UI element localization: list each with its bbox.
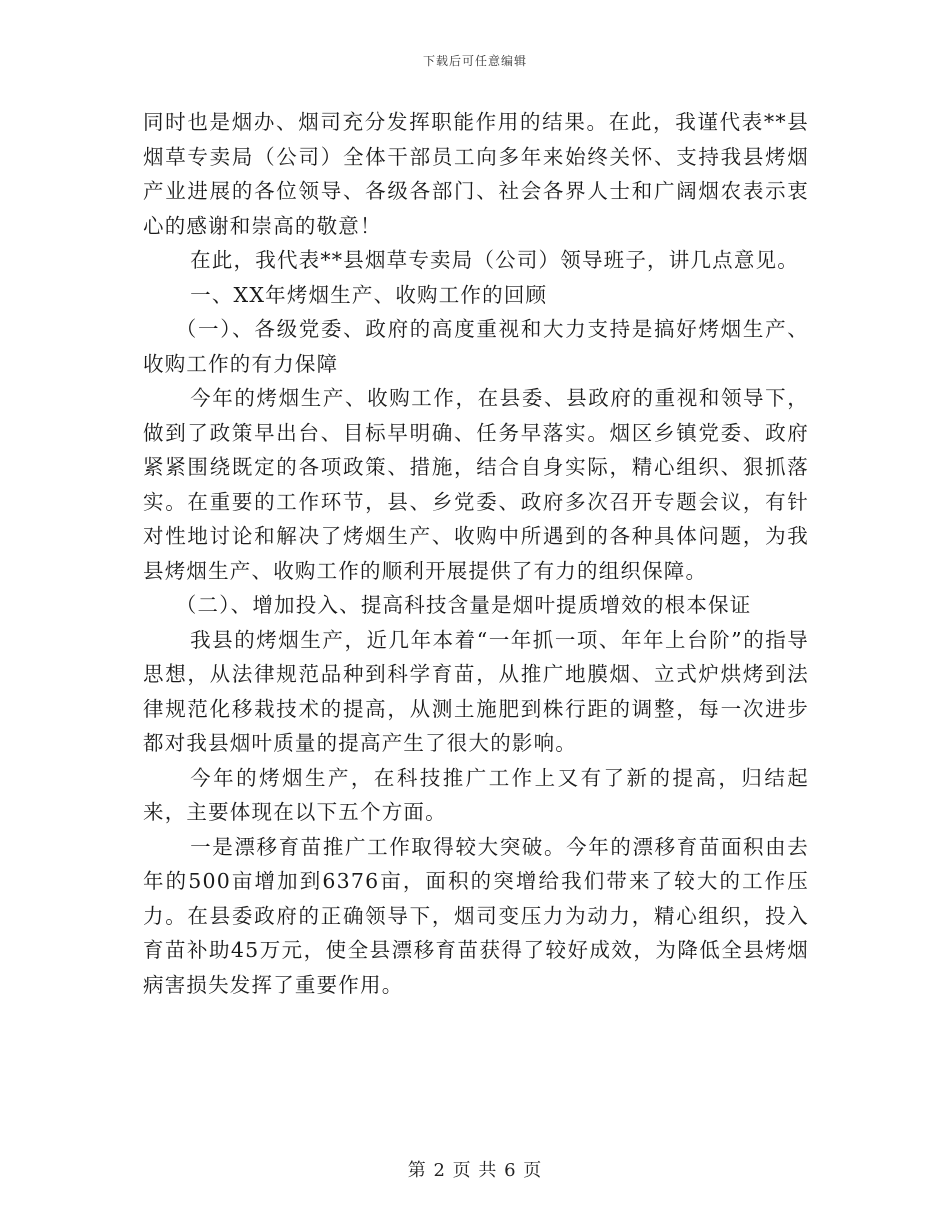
subsection-heading-2: （二）、增加投入、提高科技含量是烟叶提质增效的根本保证 xyxy=(175,593,752,617)
paragraph-body-4: 一是漂移育苗推广工作取得较大突破。今年的漂移育苗面积由去年的500亩增加到6376亩，面积的突增给我们带来了较大的工作压力。在县委政府的正确领导下，烟司变压力为动力，精心组织，投入育苗补助45万元，使全县漂移育苗获得了较好成效，为降低全县烤烟病害损失发挥了重要作用。 xyxy=(143,834,809,997)
page-number: 第 2 页 共 6 页 xyxy=(407,1160,543,1181)
subsection-heading-1: （一）、各级党委、政府的高度重视和大力支持是搞好烤烟生产、收购工作的有力保障 xyxy=(143,317,809,376)
paragraph-body-1: 今年的烤烟生产、收购工作，在县委、县政府的重视和领导下，做到了政策早出台、目标早明确、任务早落实。烟区乡镇党委、政府紧紧围绕既定的各项政策、措施，结合自身实际，精心组织、狠抓落实。在重要的工作环节，县、乡党委、政府多次召开专题会议，有针对性地讨论和解决了烤烟生产、收购中所遇到的各种具体问题，为我县烤烟生产、收购工作的顺利开展提供了有力的组织保障。 xyxy=(143,386,809,583)
paragraph-continuation: 同时也是烟办、烟司充分发挥职能作用的结果。在此，我谨代表**县烟草专卖局（公司）全体干部员工向多年来始终关怀、支持我县烤烟产业进展的各位领导、各级各部门、社会各界人士和广阔烟农表示衷心的感谢和崇高的敬意！ xyxy=(143,110,809,238)
paragraph-intro: 在此，我代表**县烟草专卖局（公司）领导班子，讲几点意见。 xyxy=(190,248,799,272)
paragraph-body-3: 今年的烤烟生产，在科技推广工作上又有了新的提高，归结起来，主要体现在以下五个方面。 xyxy=(143,765,809,824)
paragraph-body-2: 我县的烤烟生产，近几年本着“一年抓一项、年年上台阶”的指导思想，从法律规范品种到科学育苗，从推广地膜烟、立式炉烘烤到法律规范化移栽技术的提高，从测土施肥到株行距的调整，每一次进步都对我县烟叶质量的提高产生了很大的影响。 xyxy=(143,627,809,755)
document-body xyxy=(143,105,809,1002)
page-header: 下载后可任意编辑 xyxy=(422,54,527,68)
section-heading: 一、XX年烤烟生产、收购工作的回顾 xyxy=(190,282,548,307)
